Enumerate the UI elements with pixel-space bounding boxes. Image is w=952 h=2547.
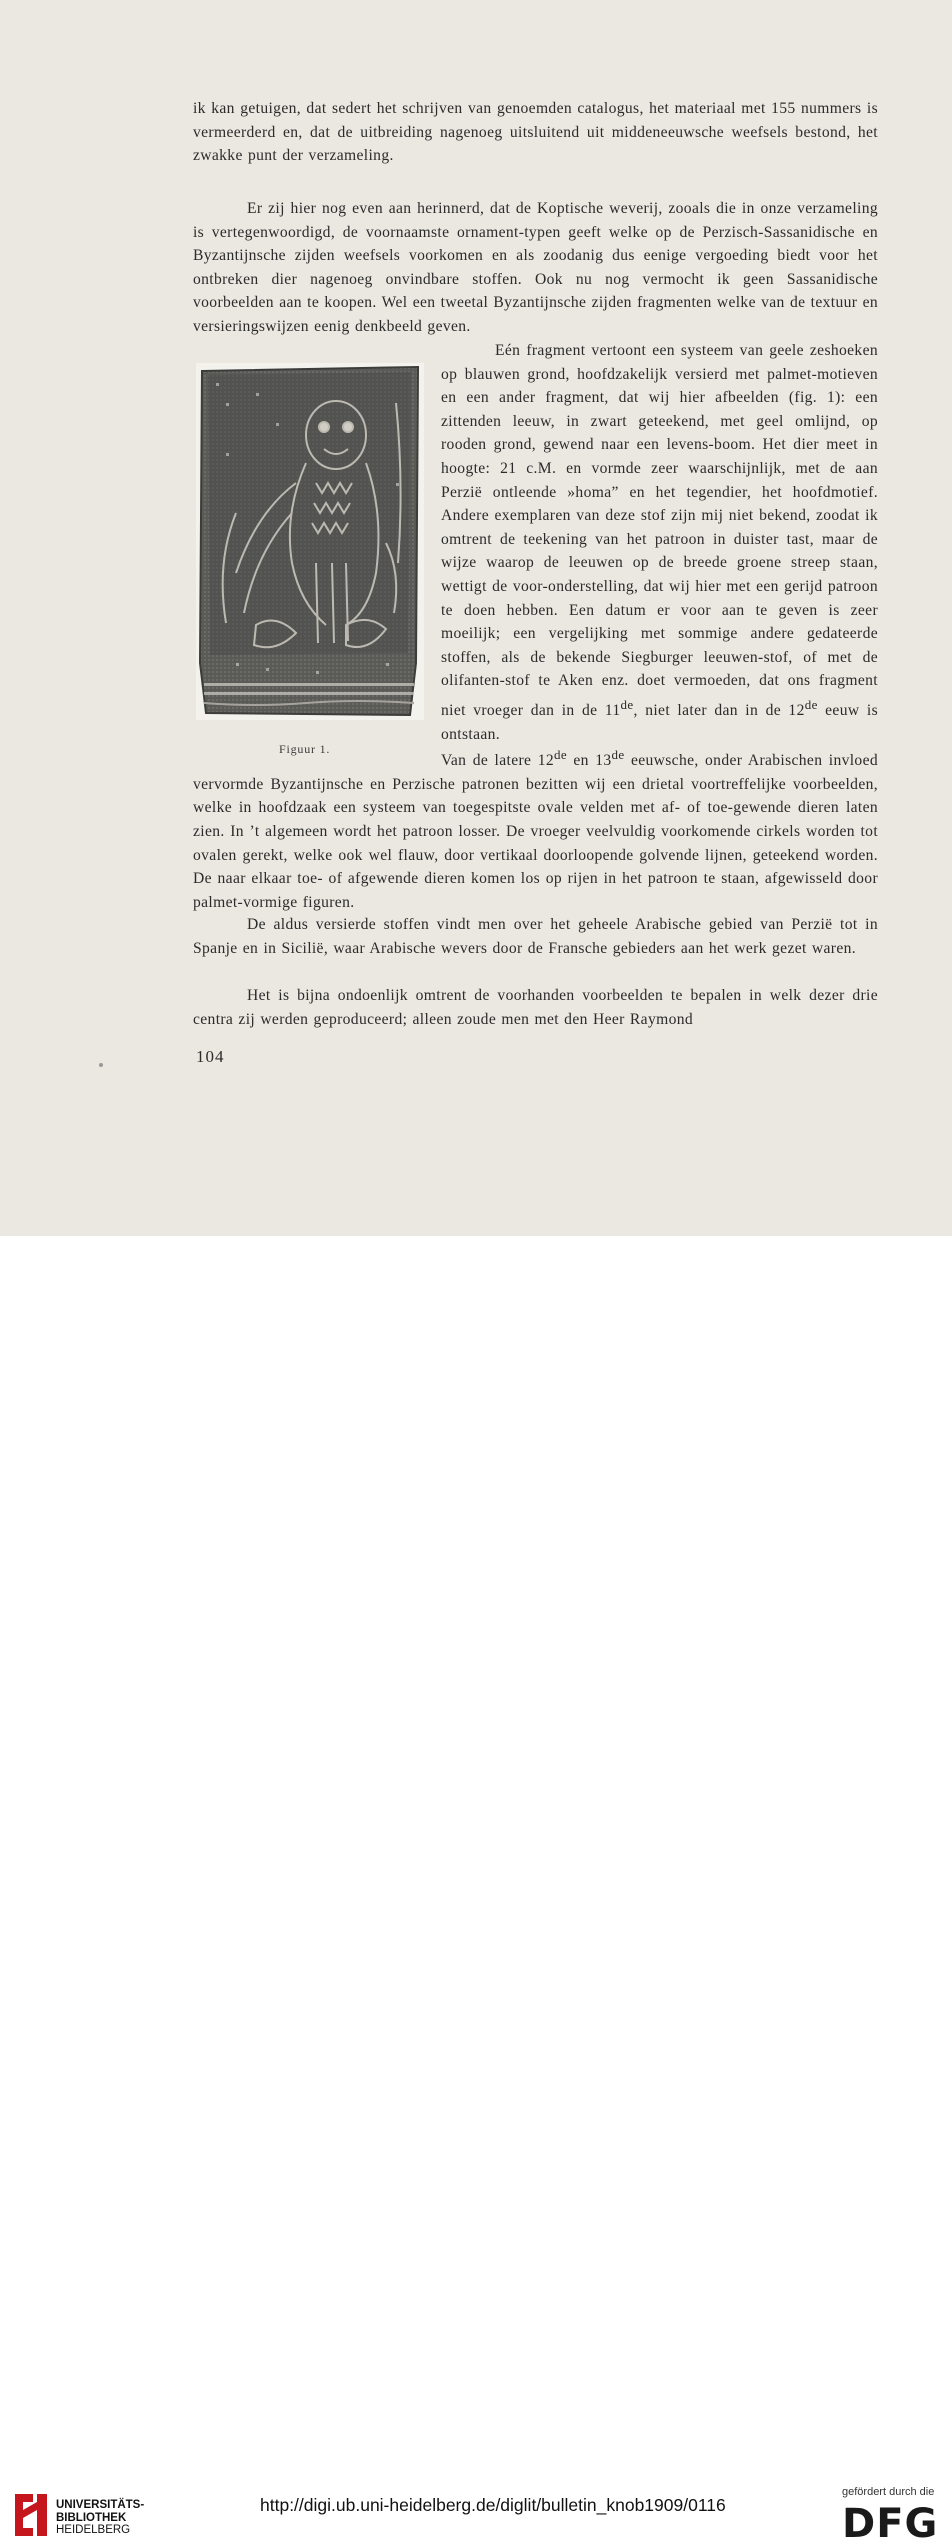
page-number: 104: [196, 1047, 225, 1066]
paragraph-4: [193, 743, 878, 914]
paragraph-3-text: Eén fragment vertoont een systeem van geele zeshoeken op blauwen grond, hoofdzakelijk versierd met palmet-motieven en een ander fragment, dat wij hier afbeelden (fig. 1): een zittenden leeuw, in zwart geteekend, met geel omlijnd, op rooden grond, gewend naar een levens-boom. Het dier meet in hoogte: 21 c.M. en vormde zeer waarschijnlijk, met de aan Perzië ontleende »homa” en het tegendier, het hoofdmotief. Andere exemplaren van deze stof zijn mij niet bekend, zoodat ik omtrent de teekening van het patroon in duister tast, maar de wijze waarop de leeuwen op de breede groene streep staan, wettigt de voor-onderstelling, dat wij hier met een gerijd patroon te doen hebben. Een datum er voor aan te geven is zeer moeilijk; een vergelijking met sommige andere gedateerde stoffen, als de bekende Siegburger leeuwen-stof, of met de olifanten-stof te Aken enz. doet vermoeden, dat ons fragment niet vroeger dan in de 11de, niet later dan in de 12de eeuw is ontstaan.: [441, 342, 878, 743]
paragraph-2-text: Er zij hier nog even aan herinnerd, dat de Koptische weverij, zooals die in onze verzameling is vertegenwoordigd, de voornaamste ornament-typen geeft welke op de Perzisch-Sassanidische en Byzantijnsche zijden weefsels voorkomen en als zoodanig dus eenige vergoeding biedt voor het ontbreken dier nagenoeg onvindbare stoffen. Ook nu nog vermocht ik geen Sassanidische voorbeelden aan te koopen. Wel een tweetal Byzantijnsche zijden fragmenten welke van de textuur en versieringswijzen eenig denkbeeld geven.: [193, 200, 878, 335]
paragraph-1: [193, 97, 878, 168]
digitization-footer: [0, 1236, 952, 2547]
paragraph-4-text: Van de latere 12de en 13de eeuwsche, onder Arabischen invloed vervormde Byzantijnsche en Perzische patronen bezitten wij een drietal voortreffelijke voorbeelden, welke in hoofdzaak een systeem van toegespitste ovale velden met af- of toe-gewende dieren laten zien. In ’t algemeen wordt het patroon losser. De vroeger veelvuldig voorkomende cirkels worden tot ovalen gerekt, welke ook wel flauw, door vertikaal doorloopende golvende lijnen, geteekend worden. De naar elkaar toe- of afgewende dieren komen los op rijen in het patroon te staan, afgewisseld door palmet-vormige figuren.: [193, 747, 878, 911]
permalink-url[interactable]: http://digi.ub.uni-heidelberg.de/diglit/bulletin_knob1909/0116: [260, 2495, 726, 2515]
paragraph-2: [193, 197, 878, 339]
dfg-logo: DFG: [842, 2501, 939, 2547]
paragraph-5-text: De aldus versierde stoffen vindt men over het geheele Arabische gebied van Perzië tot in Spanje en in Sicilië, waar Arabische wevers door de Fransche gebieders aan het werk gezet waren.: [193, 916, 878, 957]
figure-caption: Figuur 1.: [279, 742, 331, 756]
paragraph-3: [441, 339, 878, 746]
figure-lion-textile: [196, 363, 424, 720]
paragraph-1-text: ik kan getuigen, dat sedert het schrijven van genoemden catalogus, het materiaal met 155 nummers is vermeerderd en, dat de uitbreiding nagenoeg uitsluitend uit middeneeuwsche weefsels bestond, het zwakke punt der verzameling.: [193, 100, 878, 165]
scan-speck: [99, 1063, 103, 1067]
paragraph-5: [193, 913, 878, 960]
university-library-name: UNIVERSITÄTS- BIBLIOTHEK HEIDELBERG: [56, 2499, 145, 2536]
seated-lion-fragment-image: [196, 363, 424, 720]
paragraph-6: [193, 984, 878, 1031]
paragraph-6-text: Het is bijna ondoenlijk omtrent de voorhanden voorbeelden te bepalen in welk dezer drie centra zij werden geproduceerd; alleen zoude men met den Heer Raymond: [193, 987, 878, 1028]
funder-caption: gefördert durch die: [842, 2486, 935, 2498]
scanned-page: [0, 0, 952, 1236]
university-library-logo-icon: [11, 2490, 51, 2540]
